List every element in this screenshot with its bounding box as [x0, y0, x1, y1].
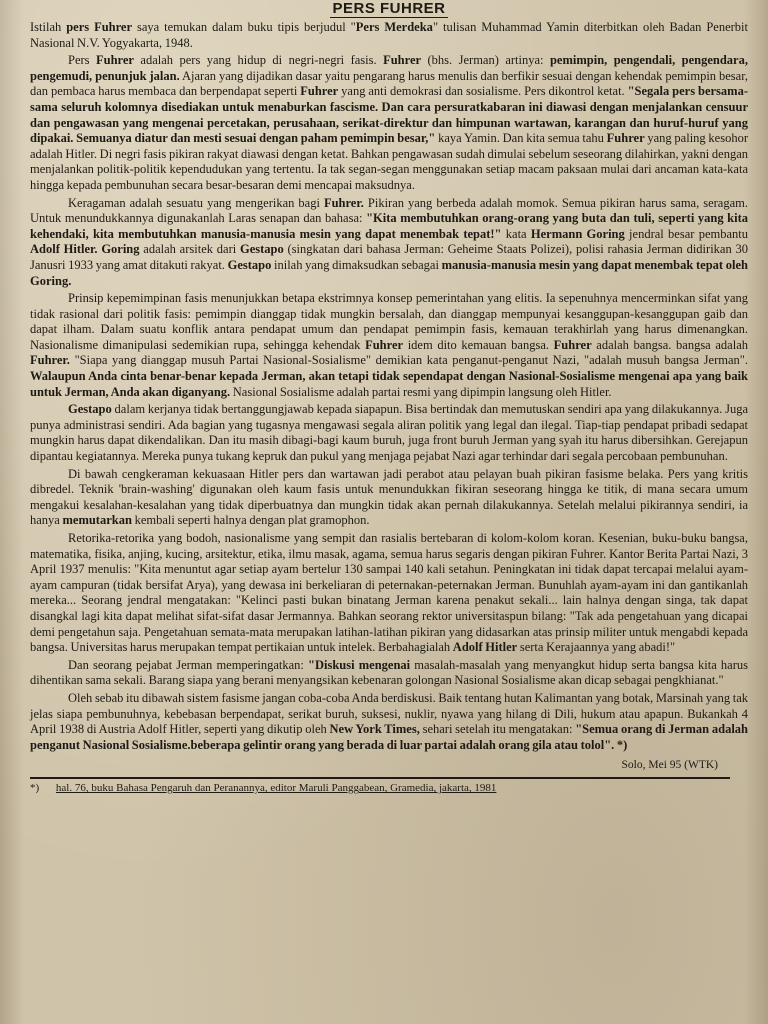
paragraph-9 — [30, 691, 748, 753]
text-run: idem dito kemauan bangsa. — [403, 337, 554, 352]
bold-run: Walaupun Anda cinta benar-benar kepada Jerman, akan tetapi tidak sependapat dengan Nasional-Sosialisme mengenai apa yang baik untuk Jerman, Anda akan diganyang. — [30, 369, 748, 399]
text-run: kaya Yamin. Dan kita semua tahu — [435, 131, 607, 146]
bold-run: Fuhrer — [553, 337, 592, 352]
bold-run: Fuhrer — [365, 337, 404, 352]
text-run: adalah arsitek dari — [139, 242, 240, 257]
signature-line: Solo, Mei 95 (WTK) — [621, 759, 718, 772]
text-run: yang paling kesohor adalah Hitler. Di negri fasis pikiran rakyat diawasi dengan ketat. Bahkan pengawasan sudah dimulai sebelum seseorang dilahirkan, yakni dengan menjalankan politik-politik kependudukan yang tertentu. Ia tak segan-segan menggunakan setiap macam paksaan mulai dari ancaman kata-kata hingga kepada pembunuhan secara besar-besaran demi mencapai maksudnya. — [30, 131, 748, 192]
text-run: jendral besar pembantu — [624, 226, 748, 241]
bold-run: Fuhrer — [383, 53, 422, 68]
paragraph-5 — [30, 402, 748, 464]
text-run: kembali seperti halnya dengan plat gramophon. — [131, 513, 370, 528]
bold-run: "Semua orang di Jerman adalah penganut Nasional Sosialisme.beberapa gelintir orang yang berada di luar partai adalah orang gila atau tolol". *) — [30, 722, 748, 752]
paragraph-7 — [30, 531, 748, 656]
bold-run: Hermann Goring — [530, 226, 625, 241]
text-run: Nasional Sosialisme adalah partai resmi yang dipimpin langsung oleh Hitler. — [230, 384, 612, 399]
bold-run: "Segala pers bersama-sama seluruh kolomnya disediakan untuk menaburkan fascisme. Dan cara persuratkabaran ini diawasi dengan menjalankan censuur dan pengawasan yang mengenai percetakan, perusahaan, serikat-direktur dan himpunan wartawan, karangan dan huruf-huruf yang dipakai. Semuanya diatur dan mesti sesuai dengan paham pemimpin besar," — [30, 84, 748, 146]
text-run: Prinsip kepemimpinan fasis menunjukkan betapa ekstrimnya konsep pemerintahan yang elitis. Ia sepenuhnya mencerminkan sifat yang tidak rasional dari politik fasis: pemimpin dianggap tidak mungkin bersalah, dan dianggap mempunyai kesanggupan-kesanggupan gaib dan dapat ilham. Dalam suatu konflik antara pendapat umum dan pendapat pemimpin fasis, kemauan terakhirlah yang harus dimenangkan. Nasionalisme dimanipulasi sedemikian rupa, sehingga kehendak — [30, 291, 748, 352]
paragraph-3 — [30, 196, 748, 290]
text-run: masalah-masalah yang menyangkut hidup serta bangsa kita harus dihentikan sama sekali. Barang siapa yang berani menyangsikan kebenaran golongan Nasional Sosialisme akan dicap sebagai pengkhianat." — [30, 657, 748, 688]
text-run: saya temukan dalam buku tipis berjudul " — [132, 20, 356, 34]
bold-run: Fuhrer — [606, 131, 645, 146]
document-title — [30, 0, 748, 18]
text-run: kata — [501, 226, 531, 241]
document-page — [30, 0, 748, 1024]
document-title-text: PERS FUHRER — [332, 0, 446, 17]
text-run: (bhs. Jerman) artinya: — [421, 53, 550, 68]
footnote-marker: *) — [30, 782, 40, 795]
bold-run: pers Fuhrer — [66, 20, 133, 34]
footnote — [30, 782, 748, 795]
bold-run: Fuhrer. — [323, 195, 364, 210]
bold-run: Fuhrer — [300, 84, 339, 99]
text-run: (singkatan dari bahasa Jerman: Geheime Staats Polizei), polisi rahasia Jerman didirikan 30 Janusri 1933 yang amat ditakuti rakyat. — [30, 242, 748, 272]
bold-run: Pers Merdeka — [355, 20, 433, 34]
bold-run: Adolf Hitler — [452, 640, 518, 655]
footnote-text: hal. 76, buku Bahasa Pengaruh dan Peranannya, editor Maruli Panggabean, Gramedia, jakarta, 1981 — [55, 782, 497, 795]
text-run: " tulisan Muhammad Yamin diterbitkan oleh Badan Penerbit Nasional N.V. Yogyakarta, 1948. — [30, 20, 748, 50]
bold-run: Fuhrer. — [30, 353, 70, 368]
text-run: sehari setelah itu mengatakan: — [419, 722, 576, 737]
text-run: Ajaran yang dijadikan dasar yaitu pengarang harus menulis dan berfikir sesuai dengan kehendak pemimpin besar, dan pembaca harus membaca dan berpendapat seperti — [30, 68, 748, 99]
bold-run: pemimpin, pengendali, pengendara, pengemudi, penunjuk jalan. — [30, 53, 748, 83]
bold-run: Adolf Hitler. Goring — [30, 242, 140, 257]
text-run: adalah pers yang hidup di negri-negri fasis. — [133, 53, 384, 68]
paragraph-8 — [30, 658, 748, 689]
text-run: inilah yang dimaksudkan sebagai — [271, 257, 442, 272]
bold-run: "Diskusi mengenai — [308, 657, 411, 672]
text-run: Oleh sebab itu dibawah sistem fasisme jangan coba-coba Anda berdiskusi. Baik tentang hutan Kalimantan yang botak, Marsinah yang tak jelas siapa pembunuhnya, kebebasan berpendapat, serikat buruh, suksesi, nuklir, nyawa yang hilang di Dili, hukum atau apapun. Bukankah 4 April 1938 di Austria Adolf Hitler, seperti yang dikutip oleh — [30, 690, 748, 737]
text-run: "Siapa yang dianggap musuh Partai Nasional-Sosialisme" demikian kata penganut-penganut Nazi, "adalah musuh bangsa Jerman". — [69, 353, 748, 368]
text-run: dalam kerjanya tidak bertanggungjawab kepada siapapun. Bisa bertindak dan memutuskan sendiri apa yang dilakukannya. Juga punya administrasi sendiri. Ada bagian yang tugasnya mengawasi segala aliran politik yang legal dan ilegal. Tiap-tiap pendapat pribadi sedapat mungkin harus dapat dikendalikan. Dan itu masih dibagi-bagi kaum buruh, juga front buruh Jerman yang syah itu harus dibersihkan. Gerejapun dipantau kegiatannya. Mereka punya tukang kepruk dan pukul yang menjaga pejabat Nazi agar terhindar dari segala percobaan pembunuhan. — [30, 402, 748, 464]
bold-run: memutarkan — [62, 513, 132, 528]
bold-run: manusia-manusia mesin yang dapat menembak tepat oleh Goring. — [30, 257, 748, 288]
text-run: Pers — [68, 53, 96, 68]
paragraph-4 — [30, 291, 748, 400]
text-run: Di bawah cengkeraman kekuasaan Hitler pers dan wartawan jadi perabot atau pelayan buah pikiran fasisme belaka. Pers yang kritis dibredel. Teknik 'brain-washing' digunakan oleh kaum fasis untuk menundukkan fikiran seseorang hingga ke titik, di mana secara umum mengakui kesalahan-kesalahan yang tidak diperbuatnya dan mungkin tidak akan pernah dilakukannya. Setelah melalui pikirannya sendiri, ia hanya — [30, 466, 748, 528]
paragraph-2 — [30, 53, 748, 193]
footnote-divider — [30, 777, 730, 779]
bold-run: Gestapo — [68, 402, 112, 417]
text-run: yang anti demokrasi dan sosialisme. Pers dikontrol ketat. — [338, 84, 628, 99]
text-run: Dan seorang pejabat Jerman memperingatkan: — [68, 657, 309, 672]
text-run: Keragaman adalah sesuatu yang mengerikan bagi — [68, 195, 324, 210]
text-run: Istilah — [30, 20, 67, 34]
article-body — [30, 20, 748, 753]
bold-run: New York Times, — [329, 722, 420, 737]
paragraph-1 — [30, 20, 748, 51]
bold-run: Gestapo — [239, 242, 284, 257]
text-run: serta Kerajaannya yang abadi!" — [517, 640, 676, 655]
text-run: Pikiran yang berbeda adalah momok. Semua pikiran harus sama, seragam. Untuk menundukkannya digunakanlah Laras senapan dan bahasa: — [30, 195, 749, 226]
text-run: Retorika-retorika yang bodoh, nasionalisme yang sempit dan rasialis bertebaran di kolom-kolom koran. Kesenian, buku-buku bangsa, matematika, fisika, anjing, kucing, arsitektur, etika, ilmu masak, agama, semua harus segaris dengan pikiran Fuhrer. Kantor Berita Partai Nazi, 3 April 1937 menulis: "Kita menuntut agar setiap ayam bertelur 130 sampai 140 kali setahun. Peningkatan ini tidak dapat tercapai melalui ayam-ayam campuran (tidak bersifat Arya), yang dewasa ini berkeliaran di peternakan-peternakan Jerman. Bunuhlah ayam-ayam ini dan gantikanlah mereka... Seorang jendral mengatakan: "Kelinci pasti bukan binatang Jerman karena penakut sekali... lain halnya dengan singa, tak dapat disangkal lagi kita dapat melihat sifat-sifat dasar Jermannya. Bahkan seorang rektor universitaspun bilang: "Tak ada pengetahuan yang dicapai demi pengetahun saja. Pengetahuan semata-mata merupakan latihan-latihan pikiran yang didasarkan atas prinsip militer untuk mengabdi kepada bangsa. Universitas harus merupakan tempat pertikaian untuk intelek. Berbahagialah — [30, 531, 748, 655]
bold-run: "Kita membutuhkan orang-orang yang buta dan tuli, seperti yang kita kehendaki, kita membutuhkan manusia-manusia mesin yang dapat menembak tepat!" — [30, 211, 748, 241]
bold-run: Fuhrer — [95, 53, 134, 68]
paragraph-6 — [30, 467, 748, 529]
bold-run: Gestapo — [227, 257, 272, 272]
text-run: adalah bangsa. bangsa adalah — [591, 337, 748, 352]
